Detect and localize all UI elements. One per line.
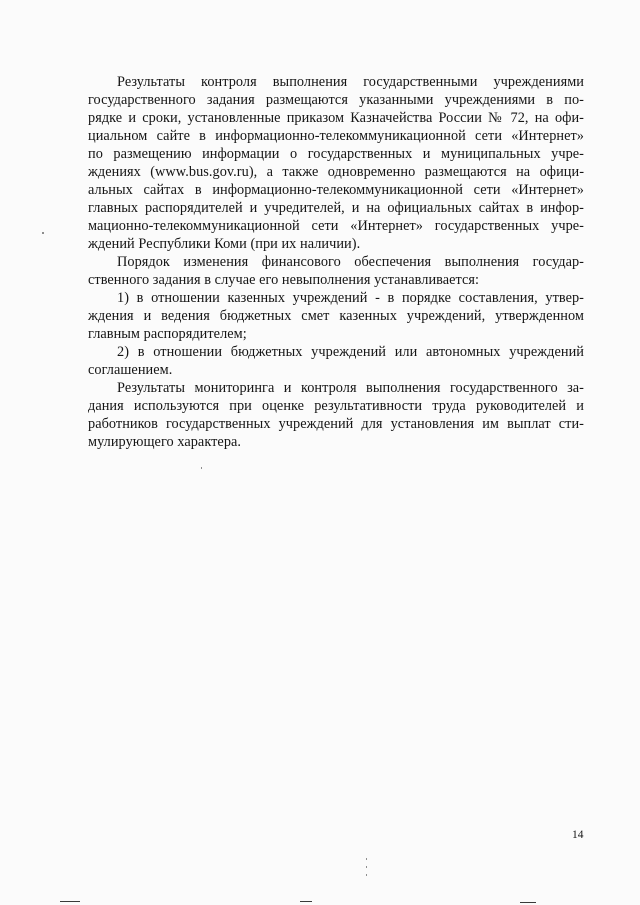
text-line: мационно-телекоммуникационной сети «Интернет» государственных учре- [88, 218, 584, 234]
text-line: работников государственных учреждений для установления им выплат сти- [88, 416, 584, 432]
text-line: дания используются при оценке результативности труда руководителей и [88, 398, 584, 414]
page-number: 14 [572, 829, 584, 841]
scan-speck [42, 232, 44, 234]
text-line: рядке и сроки, установленные приказом Казначейства России № 72, на офи- [88, 110, 584, 126]
text-line: ждениях (www.bus.gov.ru), а также одновременно размещаются на офици- [88, 164, 584, 180]
text-line: Результаты контроля выполнения государственными учреждениями [117, 74, 584, 90]
text-line: циальном сайте в информационно-телекоммуникационной сети «Интернет» [88, 128, 584, 144]
text-line: ждений Республики Коми (при их наличии). [88, 236, 361, 252]
text-line: соглашением. [88, 362, 173, 378]
scan-speck [366, 866, 367, 868]
scan-edge-mark [520, 902, 536, 903]
scan-speck [366, 858, 367, 860]
text-line: Порядок изменения финансового обеспечения выполнения государ- [117, 254, 584, 270]
text-line: ждения и ведения бюджетных смет казенных учреждений, утвержденном [88, 308, 584, 324]
text-line: по размещению информации о государственных и муниципальных учре- [88, 146, 584, 162]
text-line: государственного задания размещаются указанными учреждениями в по- [88, 92, 584, 108]
text-line: альных сайтах в информационно-телекоммуникационной сети «Интернет» [88, 182, 584, 198]
scan-speck [201, 467, 202, 469]
scan-edge-mark [60, 901, 80, 902]
text-line: ственного задания в случае его невыполнения устанавливается: [88, 272, 480, 288]
scan-edge-mark [300, 901, 312, 902]
text-line: мулирующего характера. [88, 434, 242, 450]
text-line: главным распорядителем; [88, 326, 247, 342]
text-line: 1) в отношении казенных учреждений - в порядке составления, утвер- [117, 290, 584, 306]
text-line: 2) в отношении бюджетных учреждений или автономных учреждений [117, 344, 584, 360]
text-line: главных распорядителей и учредителей, и на официальных сайтах в инфор- [88, 200, 584, 216]
scan-speck [366, 874, 367, 876]
text-line: Результаты мониторинга и контроля выполнения государственного за- [117, 380, 584, 396]
